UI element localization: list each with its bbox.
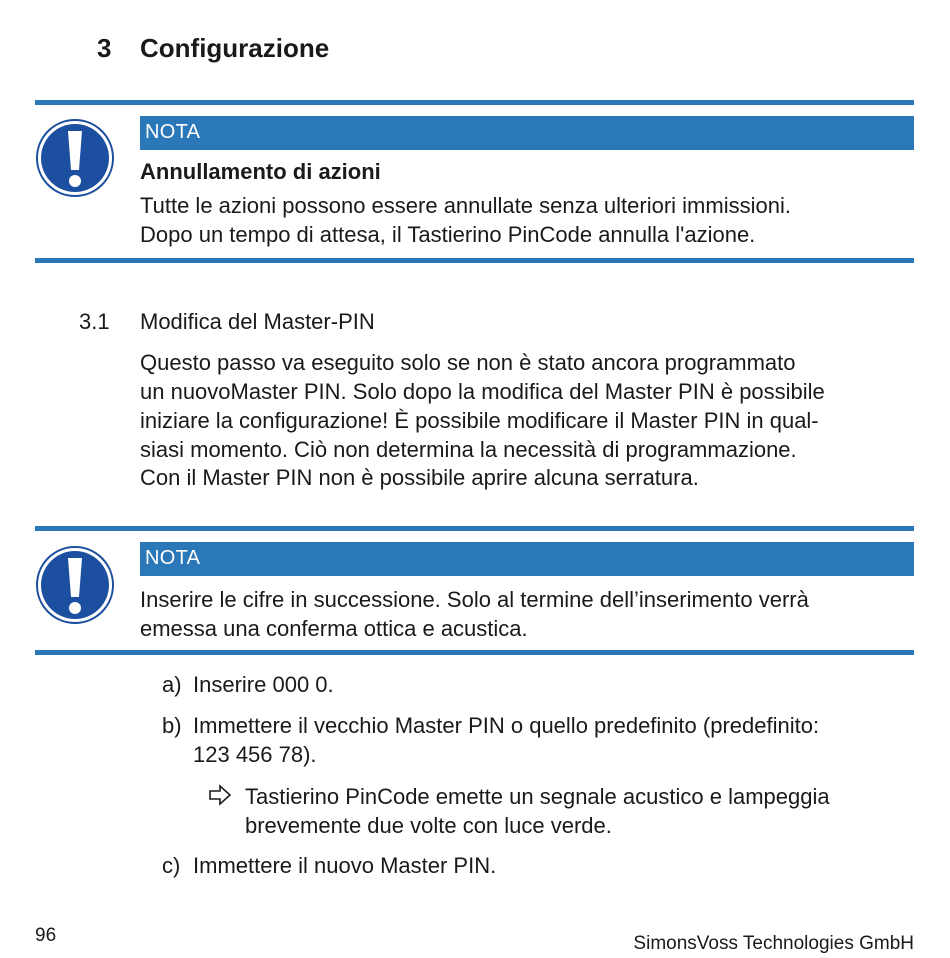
note2-header-bar	[140, 542, 914, 576]
section-number: 3.1	[79, 309, 110, 334]
note2-bottom-rule	[35, 650, 914, 655]
note2-line-2: emessa una conferma ottica e acustica.	[140, 616, 528, 641]
result-line-2: brevemente due volte con luce verde.	[245, 813, 612, 838]
note2-top-rule	[35, 526, 914, 531]
step-c-line-1: Immettere il nuovo Master PIN.	[193, 853, 497, 878]
note1-heading: Annullamento di azioni	[140, 159, 381, 184]
note1-top-rule	[35, 100, 914, 105]
section-paragraph-line-4: siasi momento. Ciò non determina la necessità di programmazione.	[140, 437, 797, 462]
section-paragraph-line-1: Questo passo va eseguito solo se non è stato ancora programmato	[140, 350, 796, 375]
note2-label: NOTA	[145, 547, 201, 569]
step-b-line-2: 123 456 78).	[193, 742, 317, 767]
note1-bottom-rule	[35, 258, 914, 263]
step-b-line-1: Immettere il vecchio Master PIN o quello predefinito (predefinito:	[193, 713, 820, 738]
step-c-letter: c)	[162, 853, 181, 878]
section-paragraph-line-5: Con il Master PIN non è possibile aprire alcuna serratura.	[140, 465, 699, 490]
note1-line-2: Dopo un tempo di attesa, il Tastierino PinCode annulla l'azione.	[140, 222, 756, 247]
section-paragraph-line-3: iniziare la configurazione! È possibile modificare il Master PIN in qual-	[140, 408, 819, 433]
chapter-title: Configurazione	[140, 33, 330, 63]
result-arrow-icon	[208, 784, 232, 806]
chapter-number: 3	[97, 33, 112, 63]
note1-line-1: Tutte le azioni possono essere annullate senza ulteriori immissioni.	[140, 193, 791, 218]
note2-line-1: Inserire le cifre in successione. Solo al termine dell’inserimento verrà	[140, 587, 809, 612]
section-paragraph-line-2: un nuovoMaster PIN. Solo dopo la modifica del Master PIN è possibile	[140, 379, 825, 404]
section-title: Modifica del Master-PIN	[140, 309, 375, 334]
page-number: 96	[35, 925, 57, 946]
note1-label: NOTA	[145, 121, 201, 143]
result-line-1: Tastierino PinCode emette un segnale acustico e lampeggia	[245, 784, 830, 809]
footer-company: SimonsVoss Technologies GmbH	[633, 933, 914, 954]
step-b-letter: b)	[162, 713, 182, 738]
step-a-letter: a)	[162, 672, 182, 697]
exclamation-icon	[35, 545, 115, 625]
note1-header-bar	[140, 116, 914, 150]
exclamation-icon	[35, 118, 115, 198]
step-a-line-1: Inserire 000 0.	[193, 672, 334, 697]
